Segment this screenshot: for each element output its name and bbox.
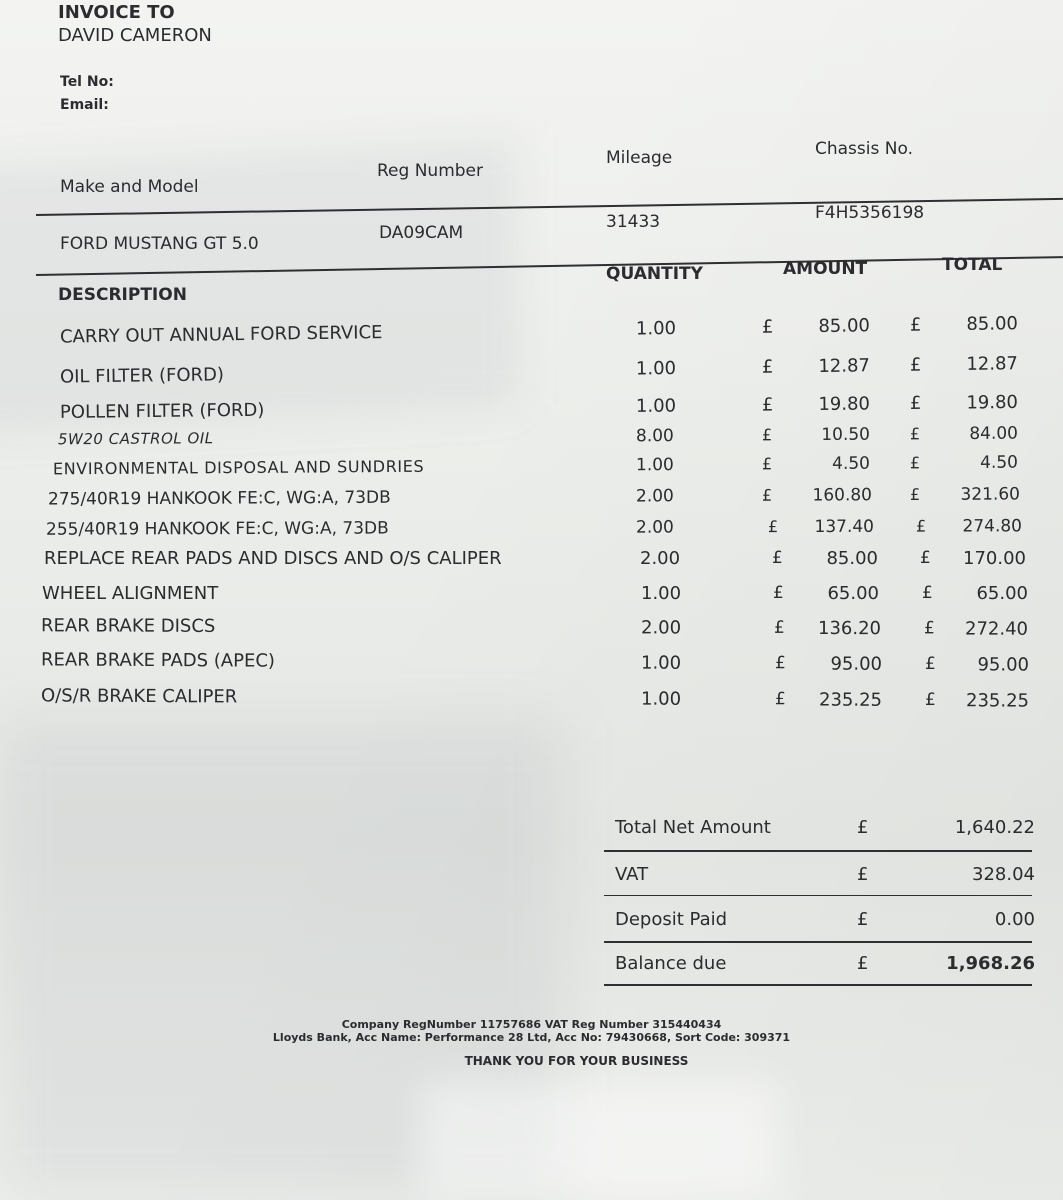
item-quantity: 1.00 xyxy=(640,652,682,674)
balance-currency: £ xyxy=(857,953,869,974)
company-reg-line: Company RegNumber 11757686 VAT Reg Number 315440434 xyxy=(341,1018,722,1031)
item-quantity: 1.00 xyxy=(635,455,674,476)
amount-header: AMOUNT xyxy=(783,259,868,279)
deposit-currency: £ xyxy=(857,909,869,930)
net-amount-value: 1,640.22 xyxy=(954,817,1035,838)
item-amount: 85.00 xyxy=(826,548,878,569)
thank-you-message: THANK YOU FOR YOUR BUSINESS xyxy=(464,1054,689,1068)
summary-deposit-row xyxy=(615,909,1035,939)
item-description: REAR BRAKE DISCS xyxy=(40,615,216,637)
description-header: DESCRIPTION xyxy=(58,285,187,305)
item-currency: £ xyxy=(761,394,774,416)
item-total: 272.40 xyxy=(964,618,1029,640)
chassis-label: Chassis No. xyxy=(815,139,913,159)
item-currency: £ xyxy=(761,316,774,338)
item-quantity: 2.00 xyxy=(635,517,674,538)
line-item xyxy=(0,548,1063,576)
item-amount: 137.40 xyxy=(814,516,875,538)
balance-value: 1,968.26 xyxy=(946,953,1035,974)
item-total-currency: £ xyxy=(909,314,922,336)
summary-divider xyxy=(604,850,1032,852)
item-amount: 160.80 xyxy=(812,485,873,506)
item-description: POLLEN FILTER (FORD) xyxy=(59,399,265,423)
item-quantity: 2.00 xyxy=(640,548,681,569)
item-total: 235.25 xyxy=(965,690,1030,712)
total-header: TOTAL xyxy=(942,255,1003,275)
summary-balance-row xyxy=(615,953,1035,983)
vat-label: VAT xyxy=(615,864,649,885)
item-total-currency: £ xyxy=(923,618,935,639)
item-total-currency: £ xyxy=(922,583,933,603)
summary-divider xyxy=(604,895,1032,896)
make-model-value: FORD MUSTANG GT 5.0 xyxy=(60,234,259,254)
item-total: 12.87 xyxy=(966,353,1019,375)
reg-number-value: DA09CAM xyxy=(379,223,464,243)
item-total: 4.50 xyxy=(980,452,1019,473)
item-currency: £ xyxy=(761,485,773,505)
item-description: 255/40R19 HANKOOK FE:C, WG:A, 73DB xyxy=(45,518,389,540)
item-total-currency: £ xyxy=(909,354,922,376)
item-amount: 95.00 xyxy=(830,653,883,675)
line-item xyxy=(0,615,1063,647)
item-total: 84.00 xyxy=(969,423,1019,444)
item-total: 321.60 xyxy=(960,484,1021,505)
item-currency: £ xyxy=(761,454,773,474)
item-quantity: 2.00 xyxy=(635,486,674,507)
item-description: REAR BRAKE PADS (APEC) xyxy=(40,649,276,672)
summary-vat-row xyxy=(615,864,1035,894)
bank-details-line: Lloyds Bank, Acc Name: Performance 28 Ltd, Acc No: 79430668, Sort Code: 309371 xyxy=(272,1031,791,1044)
item-total: 274.80 xyxy=(962,516,1023,537)
item-total-currency: £ xyxy=(920,548,931,568)
item-amount: 235.25 xyxy=(818,689,883,711)
item-currency: £ xyxy=(774,653,786,674)
line-item xyxy=(0,516,1063,548)
item-total: 170.00 xyxy=(963,548,1026,569)
item-amount: 19.80 xyxy=(818,393,871,415)
invoice-to-label: INVOICE TO xyxy=(58,2,175,23)
summary-divider xyxy=(604,941,1032,943)
line-item xyxy=(0,685,1063,719)
vat-value: 328.04 xyxy=(972,864,1035,885)
line-item xyxy=(0,649,1063,683)
item-quantity: 1.00 xyxy=(640,688,682,710)
vat-currency: £ xyxy=(857,864,869,885)
item-currency: £ xyxy=(773,617,785,638)
email-label: Email: xyxy=(60,97,109,113)
item-quantity: 1.00 xyxy=(635,317,677,340)
make-model-label: Make and Model xyxy=(60,177,199,197)
item-quantity: 2.00 xyxy=(640,617,682,639)
item-total: 19.80 xyxy=(966,391,1019,414)
line-item xyxy=(0,583,1063,611)
item-currency: £ xyxy=(774,689,786,710)
item-total: 65.00 xyxy=(976,583,1028,604)
line-item xyxy=(0,484,1063,518)
item-total-currency: £ xyxy=(909,484,921,505)
chassis-value: F4H5356198 xyxy=(815,203,925,223)
item-currency: £ xyxy=(772,548,783,568)
reg-number-label: Reg Number xyxy=(377,161,483,181)
item-total-currency: £ xyxy=(924,690,936,711)
item-total-currency: £ xyxy=(924,654,936,675)
item-description: 5W20 CASTROL OIL xyxy=(57,429,214,449)
mileage-label: Mileage xyxy=(606,148,673,168)
item-amount: 4.50 xyxy=(832,453,871,474)
tel-label: Tel No: xyxy=(60,74,114,90)
summary-divider xyxy=(604,984,1032,986)
item-quantity: 1.00 xyxy=(641,583,682,604)
net-amount-currency: £ xyxy=(857,817,869,838)
item-description: WHEEL ALIGNMENT xyxy=(42,583,219,604)
quantity-header: QUANTITY xyxy=(606,264,703,284)
item-quantity: 8.00 xyxy=(635,426,674,447)
item-description: REPLACE REAR PADS AND DISCS AND O/S CALIPER xyxy=(44,548,502,569)
item-total-currency: £ xyxy=(915,516,927,536)
balance-label: Balance due xyxy=(615,953,727,974)
light-patch xyxy=(420,1080,780,1200)
item-amount: 12.87 xyxy=(818,355,871,377)
deposit-label: Deposit Paid xyxy=(615,909,728,930)
item-currency: £ xyxy=(761,425,773,445)
item-total-currency: £ xyxy=(909,392,922,415)
line-item xyxy=(0,452,1063,487)
item-description: O/S/R BRAKE CALIPER xyxy=(40,685,238,708)
item-total: 95.00 xyxy=(977,654,1030,676)
item-description: OIL FILTER (FORD) xyxy=(59,364,225,388)
item-total-currency: £ xyxy=(909,424,921,444)
item-amount: 85.00 xyxy=(818,315,871,337)
item-description: 275/40R19 HANKOOK FE:C, WG:A, 73DB xyxy=(47,487,391,510)
item-description: CARRY OUT ANNUAL FORD SERVICE xyxy=(59,322,383,348)
item-total: 85.00 xyxy=(966,313,1019,335)
item-currency: £ xyxy=(761,356,774,378)
item-currency: £ xyxy=(773,583,784,603)
item-amount: 10.50 xyxy=(821,424,871,445)
net-amount-label: Total Net Amount xyxy=(615,817,771,838)
customer-name: DAVID CAMERON xyxy=(58,25,212,46)
item-currency: £ xyxy=(767,517,779,537)
item-amount: 65.00 xyxy=(827,583,879,604)
item-quantity: 1.00 xyxy=(635,357,677,380)
item-quantity: 1.00 xyxy=(635,395,677,417)
item-amount: 136.20 xyxy=(817,618,882,640)
deposit-value: 0.00 xyxy=(994,909,1035,930)
summary-net-row xyxy=(615,817,1035,847)
mileage-value: 31433 xyxy=(606,212,661,232)
item-description: ENVIRONMENTAL DISPOSAL AND SUNDRIES xyxy=(52,456,425,479)
item-total-currency: £ xyxy=(909,453,921,473)
